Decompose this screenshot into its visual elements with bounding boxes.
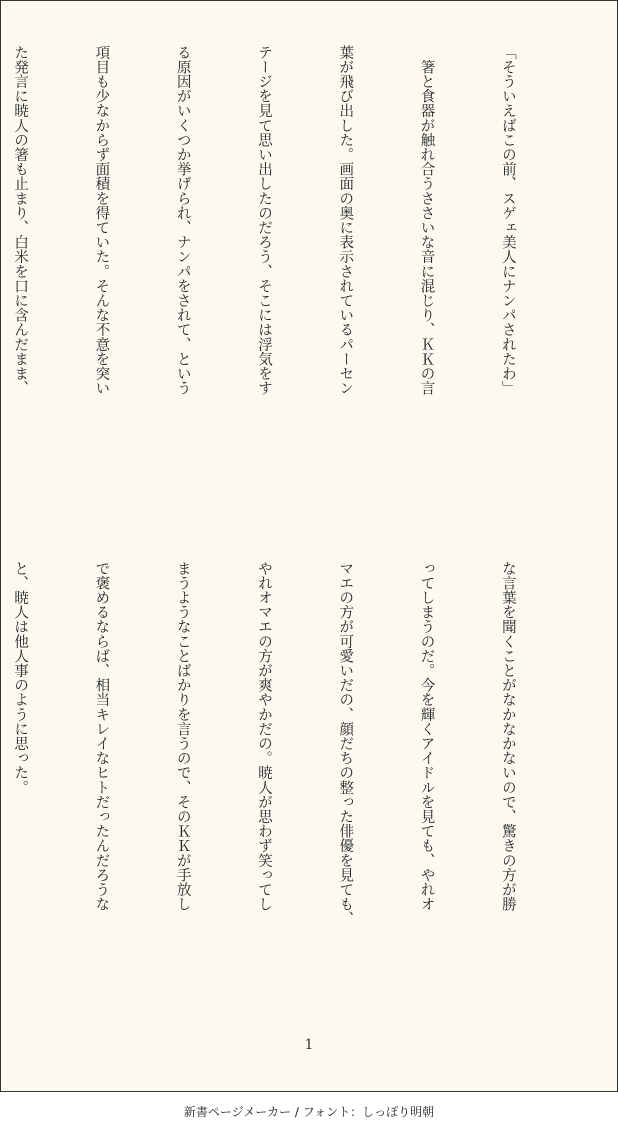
text-line: 箸と食器が触れ合うささいな音に混じり、ＫＫの言 xyxy=(418,45,435,396)
text-line: 葉が飛び出した。画面の奥に表示されているパーセン xyxy=(337,45,354,396)
page-number: 1 xyxy=(304,1037,314,1053)
text-line: な言葉を聞くことがなかなかないので、驚きの方が勝 xyxy=(499,561,516,912)
text-line: で褒めるならば、相当キレイなヒトだったんだろうな xyxy=(93,561,110,912)
text-line: マエの方が可愛いだの、顔だちの整った俳優を見ても、 xyxy=(337,561,354,926)
text-line: テージを見て思い出したのだろう、そこには浮気をす xyxy=(255,45,272,396)
text-line: ってしまうのだ。今を輝くアイドルを見ても、やれオ xyxy=(418,561,435,912)
footer-credit: 新書ページメーカー / フォント：しっぽり明朝 xyxy=(183,1105,435,1119)
text-line: やれオマエの方が爽やかだの。暁人が思わず笑ってし xyxy=(255,561,272,912)
text-line: 項目も少なからず面積を得ていた。そんな不意を突い xyxy=(93,45,110,396)
text-line: た発言に暁人の箸も止まり、白米を口に含んだまま、 xyxy=(12,45,29,396)
text-block-bottom xyxy=(0,561,575,1031)
text-line: 「そういえばこの前、スゲェ美人にナンパされたわ」 xyxy=(499,45,516,396)
text-line: まうようなことばかりを言うので、そのＫＫが手放し xyxy=(174,561,191,912)
text-block-top xyxy=(0,45,575,515)
text-line: と、暁人は他人事のように思った。 xyxy=(12,561,29,795)
text-line: る原因がいくつか挙げられ、ナンパをされて、という xyxy=(174,45,191,396)
